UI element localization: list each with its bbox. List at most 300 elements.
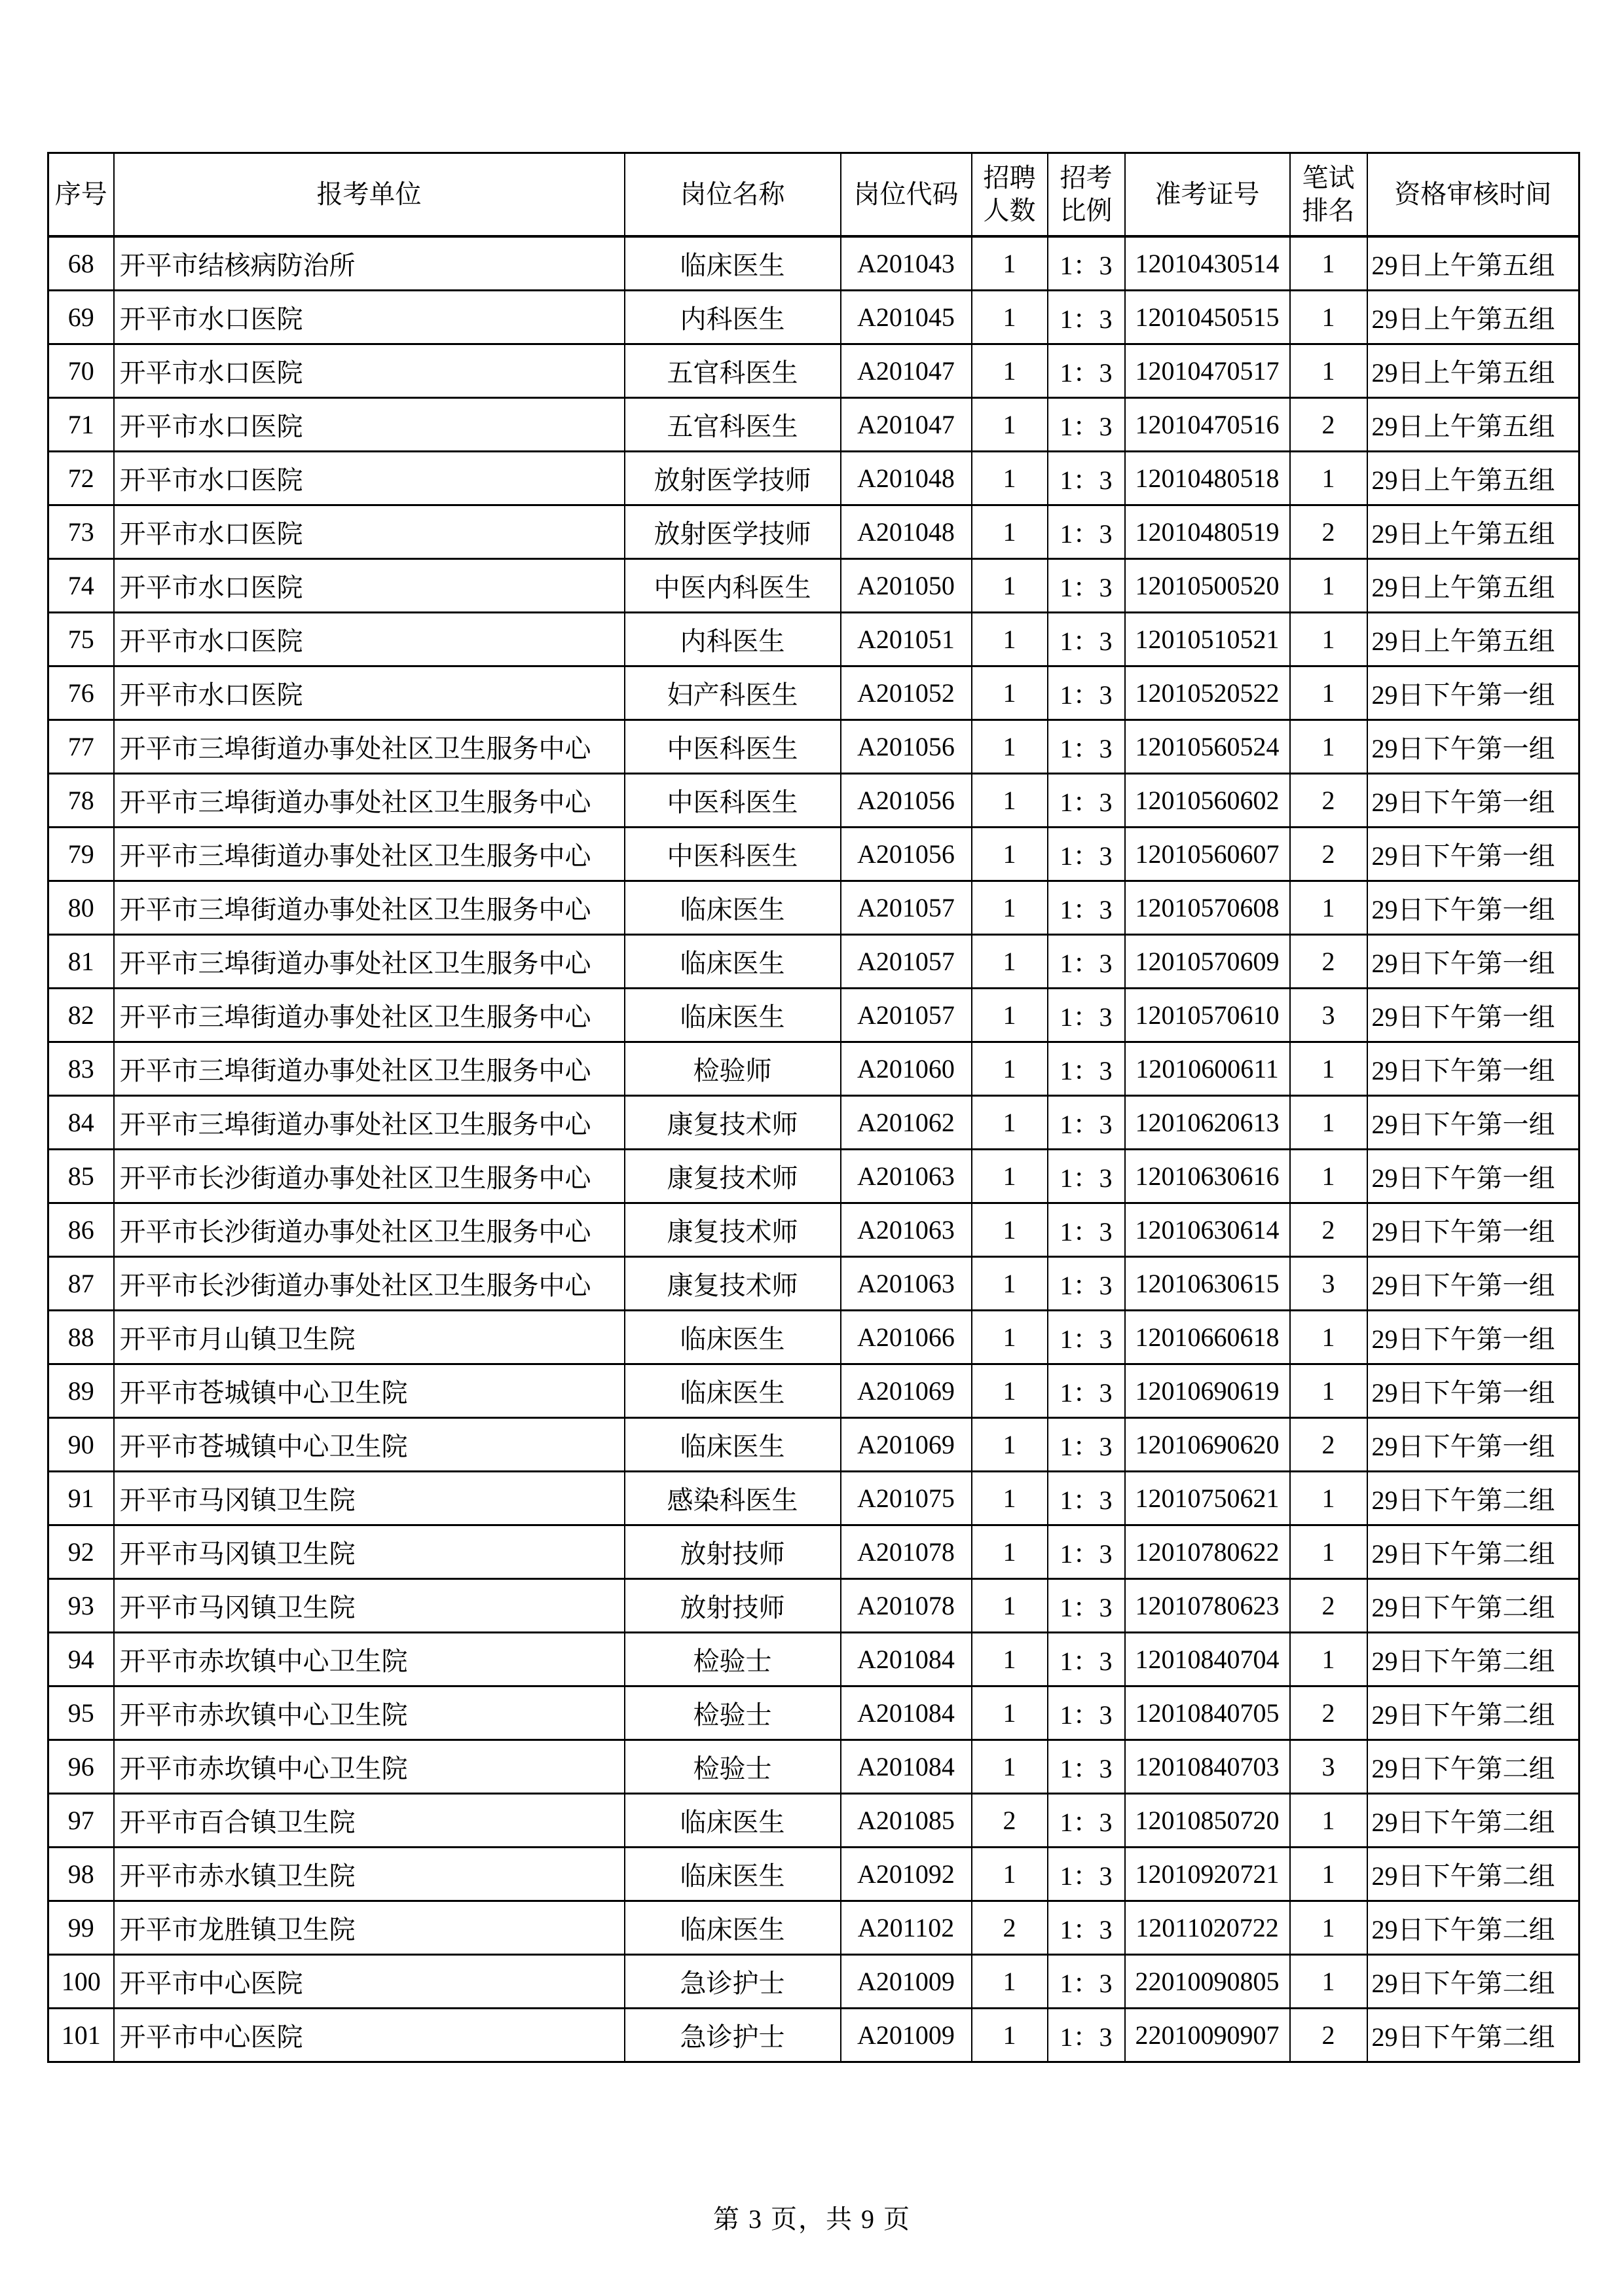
cell-no: 74 bbox=[48, 559, 114, 613]
cell-position: 康复技术师 bbox=[625, 1096, 841, 1150]
table-row bbox=[48, 291, 1579, 344]
column-header-unit: 报考单位 bbox=[114, 153, 625, 237]
cell-position: 放射医学技师 bbox=[625, 505, 841, 559]
cell-ticket: 12010480519 bbox=[1125, 505, 1290, 559]
table-row bbox=[48, 1686, 1579, 1740]
cell-code: A201056 bbox=[841, 720, 972, 774]
cell-ticket: 12010520522 bbox=[1125, 666, 1290, 720]
cell-position: 急诊护士 bbox=[625, 1955, 841, 2009]
cell-rank: 1 bbox=[1290, 1525, 1367, 1579]
cell-rank: 2 bbox=[1290, 935, 1367, 989]
table-row bbox=[48, 720, 1579, 774]
cell-code: A201069 bbox=[841, 1364, 972, 1418]
cell-time: 29日下午第二组 bbox=[1367, 1686, 1579, 1740]
cell-code: A201092 bbox=[841, 1848, 972, 1901]
cell-ticket: 12010840704 bbox=[1125, 1633, 1290, 1686]
cell-code: A201048 bbox=[841, 505, 972, 559]
table-row bbox=[48, 1901, 1579, 1955]
cell-rank: 2 bbox=[1290, 828, 1367, 881]
cell-position: 康复技术师 bbox=[625, 1150, 841, 1203]
cell-unit: 开平市三埠街道办事处社区卫生服务中心 bbox=[114, 774, 625, 828]
cell-time: 29日下午第二组 bbox=[1367, 1955, 1579, 2009]
cell-rank: 1 bbox=[1290, 1633, 1367, 1686]
cell-no: 82 bbox=[48, 989, 114, 1042]
cell-rank: 1 bbox=[1290, 1955, 1367, 2009]
cell-count: 1 bbox=[972, 452, 1048, 505]
table-row bbox=[48, 344, 1579, 398]
cell-time: 29日上午第五组 bbox=[1367, 236, 1579, 291]
cell-unit: 开平市水口医院 bbox=[114, 398, 625, 452]
cell-ratio: 1：3 bbox=[1048, 398, 1125, 452]
cell-count: 1 bbox=[972, 236, 1048, 291]
cell-count: 1 bbox=[972, 559, 1048, 613]
cell-unit: 开平市三埠街道办事处社区卫生服务中心 bbox=[114, 1042, 625, 1096]
cell-position: 临床医生 bbox=[625, 1311, 841, 1364]
cell-time: 29日上午第五组 bbox=[1367, 505, 1579, 559]
cell-count: 1 bbox=[972, 398, 1048, 452]
cell-count: 1 bbox=[972, 1042, 1048, 1096]
cell-time: 29日下午第二组 bbox=[1367, 1794, 1579, 1848]
cell-unit: 开平市赤坎镇中心卫生院 bbox=[114, 1686, 625, 1740]
cell-no: 99 bbox=[48, 1901, 114, 1955]
cell-ticket: 12010780623 bbox=[1125, 1579, 1290, 1633]
table-row bbox=[48, 1579, 1579, 1633]
cell-time: 29日上午第五组 bbox=[1367, 559, 1579, 613]
cell-unit: 开平市龙胜镇卫生院 bbox=[114, 1901, 625, 1955]
table-row bbox=[48, 1955, 1579, 2009]
cell-ticket: 12010750621 bbox=[1125, 1472, 1290, 1525]
cell-position: 妇产科医生 bbox=[625, 666, 841, 720]
cell-no: 85 bbox=[48, 1150, 114, 1203]
cell-time: 29日下午第一组 bbox=[1367, 1096, 1579, 1150]
cell-time: 29日下午第一组 bbox=[1367, 720, 1579, 774]
cell-unit: 开平市水口医院 bbox=[114, 613, 625, 666]
cell-unit: 开平市长沙街道办事处社区卫生服务中心 bbox=[114, 1203, 625, 1257]
cell-no: 83 bbox=[48, 1042, 114, 1096]
table-row bbox=[48, 1794, 1579, 1848]
table-row bbox=[48, 828, 1579, 881]
cell-ticket: 12010620613 bbox=[1125, 1096, 1290, 1150]
cell-count: 1 bbox=[972, 1579, 1048, 1633]
cell-position: 感染科医生 bbox=[625, 1472, 841, 1525]
cell-ticket: 12010450515 bbox=[1125, 291, 1290, 344]
cell-count: 2 bbox=[972, 1794, 1048, 1848]
cell-ratio: 1：3 bbox=[1048, 1418, 1125, 1472]
cell-count: 1 bbox=[972, 989, 1048, 1042]
cell-position: 放射技师 bbox=[625, 1525, 841, 1579]
cell-unit: 开平市结核病防治所 bbox=[114, 236, 625, 291]
table-row bbox=[48, 613, 1579, 666]
table-row bbox=[48, 1150, 1579, 1203]
cell-no: 84 bbox=[48, 1096, 114, 1150]
cell-rank: 1 bbox=[1290, 613, 1367, 666]
cell-no: 100 bbox=[48, 1955, 114, 2009]
cell-code: A201084 bbox=[841, 1740, 972, 1794]
table-row bbox=[48, 398, 1579, 452]
cell-ticket: 12010430514 bbox=[1125, 236, 1290, 291]
cell-ticket: 22010090805 bbox=[1125, 1955, 1290, 2009]
cell-count: 1 bbox=[972, 1740, 1048, 1794]
cell-unit: 开平市马冈镇卫生院 bbox=[114, 1579, 625, 1633]
cell-time: 29日上午第五组 bbox=[1367, 344, 1579, 398]
cell-no: 92 bbox=[48, 1525, 114, 1579]
cell-unit: 开平市百合镇卫生院 bbox=[114, 1794, 625, 1848]
cell-no: 86 bbox=[48, 1203, 114, 1257]
cell-position: 五官科医生 bbox=[625, 344, 841, 398]
cell-no: 69 bbox=[48, 291, 114, 344]
cell-ticket: 12010630616 bbox=[1125, 1150, 1290, 1203]
cell-position: 临床医生 bbox=[625, 935, 841, 989]
cell-count: 1 bbox=[972, 881, 1048, 935]
cell-unit: 开平市水口医院 bbox=[114, 452, 625, 505]
cell-no: 73 bbox=[48, 505, 114, 559]
column-header-position: 岗位名称 bbox=[625, 153, 841, 237]
cell-time: 29日下午第一组 bbox=[1367, 1418, 1579, 1472]
cell-position: 临床医生 bbox=[625, 1418, 841, 1472]
cell-code: A201063 bbox=[841, 1150, 972, 1203]
table-row bbox=[48, 2009, 1579, 2062]
cell-count: 1 bbox=[972, 1633, 1048, 1686]
cell-code: A201063 bbox=[841, 1203, 972, 1257]
cell-count: 1 bbox=[972, 613, 1048, 666]
cell-time: 29日下午第一组 bbox=[1367, 666, 1579, 720]
cell-ratio: 1：3 bbox=[1048, 236, 1125, 291]
cell-code: A201050 bbox=[841, 559, 972, 613]
cell-time: 29日下午第二组 bbox=[1367, 1472, 1579, 1525]
table-row bbox=[48, 1257, 1579, 1311]
cell-position: 放射医学技师 bbox=[625, 452, 841, 505]
cell-rank: 3 bbox=[1290, 989, 1367, 1042]
cell-count: 1 bbox=[972, 1096, 1048, 1150]
cell-no: 81 bbox=[48, 935, 114, 989]
cell-ratio: 1：3 bbox=[1048, 935, 1125, 989]
cell-unit: 开平市长沙街道办事处社区卫生服务中心 bbox=[114, 1150, 625, 1203]
cell-rank: 1 bbox=[1290, 291, 1367, 344]
cell-position: 临床医生 bbox=[625, 236, 841, 291]
cell-ratio: 1：3 bbox=[1048, 881, 1125, 935]
cell-ticket: 12010500520 bbox=[1125, 559, 1290, 613]
cell-count: 1 bbox=[972, 666, 1048, 720]
column-header-count: 招聘 人数 bbox=[972, 153, 1048, 237]
cell-code: A201066 bbox=[841, 1311, 972, 1364]
table-row bbox=[48, 1633, 1579, 1686]
cell-ticket: 12010470517 bbox=[1125, 344, 1290, 398]
cell-no: 93 bbox=[48, 1579, 114, 1633]
cell-unit: 开平市水口医院 bbox=[114, 291, 625, 344]
cell-ratio: 1：3 bbox=[1048, 666, 1125, 720]
cell-ratio: 1：3 bbox=[1048, 1150, 1125, 1203]
cell-ratio: 1：3 bbox=[1048, 989, 1125, 1042]
cell-count: 1 bbox=[972, 1955, 1048, 2009]
cell-ticket: 12010570609 bbox=[1125, 935, 1290, 989]
cell-position: 检验士 bbox=[625, 1686, 841, 1740]
cell-unit: 开平市月山镇卫生院 bbox=[114, 1311, 625, 1364]
cell-code: A201052 bbox=[841, 666, 972, 720]
cell-no: 89 bbox=[48, 1364, 114, 1418]
cell-rank: 1 bbox=[1290, 1901, 1367, 1955]
cell-unit: 开平市三埠街道办事处社区卫生服务中心 bbox=[114, 881, 625, 935]
cell-count: 1 bbox=[972, 291, 1048, 344]
cell-unit: 开平市水口医院 bbox=[114, 505, 625, 559]
cell-ticket: 12010920721 bbox=[1125, 1848, 1290, 1901]
cell-time: 29日下午第一组 bbox=[1367, 1150, 1579, 1203]
cell-no: 72 bbox=[48, 452, 114, 505]
cell-no: 88 bbox=[48, 1311, 114, 1364]
cell-rank: 2 bbox=[1290, 1579, 1367, 1633]
cell-code: A201009 bbox=[841, 2009, 972, 2062]
column-header-code: 岗位代码 bbox=[841, 153, 972, 237]
cell-position: 临床医生 bbox=[625, 989, 841, 1042]
cell-ticket: 12010470516 bbox=[1125, 398, 1290, 452]
cell-rank: 1 bbox=[1290, 1472, 1367, 1525]
cell-ratio: 1：3 bbox=[1048, 452, 1125, 505]
cell-rank: 1 bbox=[1290, 881, 1367, 935]
cell-position: 康复技术师 bbox=[625, 1203, 841, 1257]
cell-ratio: 1：3 bbox=[1048, 2009, 1125, 2062]
cell-ticket: 12010480518 bbox=[1125, 452, 1290, 505]
cell-ratio: 1：3 bbox=[1048, 1633, 1125, 1686]
cell-time: 29日下午第一组 bbox=[1367, 989, 1579, 1042]
cell-ratio: 1：3 bbox=[1048, 720, 1125, 774]
table-row bbox=[48, 1311, 1579, 1364]
cell-code: A201057 bbox=[841, 881, 972, 935]
cell-ratio: 1：3 bbox=[1048, 559, 1125, 613]
cell-code: A201078 bbox=[841, 1525, 972, 1579]
cell-ratio: 1：3 bbox=[1048, 1579, 1125, 1633]
cell-rank: 3 bbox=[1290, 1740, 1367, 1794]
cell-ticket: 12010570608 bbox=[1125, 881, 1290, 935]
cell-ratio: 1：3 bbox=[1048, 505, 1125, 559]
cell-time: 29日下午第一组 bbox=[1367, 935, 1579, 989]
cell-unit: 开平市三埠街道办事处社区卫生服务中心 bbox=[114, 828, 625, 881]
cell-ratio: 1：3 bbox=[1048, 1955, 1125, 2009]
cell-unit: 开平市马冈镇卫生院 bbox=[114, 1525, 625, 1579]
cell-code: A201056 bbox=[841, 828, 972, 881]
cell-time: 29日下午第一组 bbox=[1367, 774, 1579, 828]
cell-rank: 1 bbox=[1290, 1042, 1367, 1096]
cell-ticket: 12010840703 bbox=[1125, 1740, 1290, 1794]
cell-code: A201078 bbox=[841, 1579, 972, 1633]
cell-ratio: 1：3 bbox=[1048, 1794, 1125, 1848]
cell-no: 70 bbox=[48, 344, 114, 398]
cell-ticket: 12010560602 bbox=[1125, 774, 1290, 828]
page-footer: 第 3 页，共 9 页 bbox=[713, 2204, 911, 2234]
cell-ticket: 12010690619 bbox=[1125, 1364, 1290, 1418]
cell-rank: 1 bbox=[1290, 236, 1367, 291]
cell-unit: 开平市赤坎镇中心卫生院 bbox=[114, 1633, 625, 1686]
table-row bbox=[48, 236, 1579, 291]
cell-code: A201056 bbox=[841, 774, 972, 828]
cell-count: 1 bbox=[972, 1257, 1048, 1311]
cell-no: 95 bbox=[48, 1686, 114, 1740]
cell-count: 1 bbox=[972, 505, 1048, 559]
table-row bbox=[48, 1472, 1579, 1525]
cell-count: 1 bbox=[972, 1418, 1048, 1472]
cell-code: A201045 bbox=[841, 291, 972, 344]
cell-code: A201047 bbox=[841, 344, 972, 398]
cell-rank: 1 bbox=[1290, 1794, 1367, 1848]
cell-ratio: 1：3 bbox=[1048, 1686, 1125, 1740]
cell-rank: 1 bbox=[1290, 1150, 1367, 1203]
cell-position: 内科医生 bbox=[625, 291, 841, 344]
cell-code: A201084 bbox=[841, 1686, 972, 1740]
cell-rank: 1 bbox=[1290, 720, 1367, 774]
cell-code: A201048 bbox=[841, 452, 972, 505]
table-row bbox=[48, 505, 1579, 559]
table-row bbox=[48, 1848, 1579, 1901]
cell-code: A201063 bbox=[841, 1257, 972, 1311]
cell-code: A201069 bbox=[841, 1418, 972, 1472]
cell-count: 1 bbox=[972, 1848, 1048, 1901]
cell-rank: 1 bbox=[1290, 1311, 1367, 1364]
cell-unit: 开平市水口医院 bbox=[114, 666, 625, 720]
cell-time: 29日上午第五组 bbox=[1367, 398, 1579, 452]
cell-ratio: 1：3 bbox=[1048, 1203, 1125, 1257]
cell-code: A201009 bbox=[841, 1955, 972, 2009]
cell-no: 98 bbox=[48, 1848, 114, 1901]
cell-time: 29日上午第五组 bbox=[1367, 452, 1579, 505]
cell-no: 68 bbox=[48, 236, 114, 291]
cell-rank: 3 bbox=[1290, 1257, 1367, 1311]
table-header-row bbox=[48, 153, 1579, 237]
cell-code: A201075 bbox=[841, 1472, 972, 1525]
cell-ticket: 12010690620 bbox=[1125, 1418, 1290, 1472]
cell-ratio: 1：3 bbox=[1048, 1311, 1125, 1364]
cell-count: 1 bbox=[972, 828, 1048, 881]
cell-position: 临床医生 bbox=[625, 1848, 841, 1901]
cell-time: 29日下午第一组 bbox=[1367, 1364, 1579, 1418]
cell-position: 中医科医生 bbox=[625, 774, 841, 828]
cell-count: 1 bbox=[972, 1203, 1048, 1257]
table-row bbox=[48, 935, 1579, 989]
cell-ratio: 1：3 bbox=[1048, 1096, 1125, 1150]
cell-rank: 2 bbox=[1290, 1203, 1367, 1257]
cell-count: 1 bbox=[972, 720, 1048, 774]
table-row bbox=[48, 1418, 1579, 1472]
cell-rank: 2 bbox=[1290, 1686, 1367, 1740]
cell-unit: 开平市马冈镇卫生院 bbox=[114, 1472, 625, 1525]
cell-time: 29日下午第二组 bbox=[1367, 1848, 1579, 1901]
cell-unit: 开平市三埠街道办事处社区卫生服务中心 bbox=[114, 720, 625, 774]
column-header-ratio: 招考 比例 bbox=[1048, 153, 1125, 237]
cell-count: 2 bbox=[972, 1901, 1048, 1955]
cell-position: 临床医生 bbox=[625, 1901, 841, 1955]
cell-ticket: 12010560524 bbox=[1125, 720, 1290, 774]
table-row bbox=[48, 989, 1579, 1042]
cell-time: 29日下午第二组 bbox=[1367, 1525, 1579, 1579]
cell-no: 77 bbox=[48, 720, 114, 774]
cell-rank: 1 bbox=[1290, 344, 1367, 398]
table-row bbox=[48, 881, 1579, 935]
cell-ticket: 12010560607 bbox=[1125, 828, 1290, 881]
cell-rank: 1 bbox=[1290, 1848, 1367, 1901]
cell-code: A201057 bbox=[841, 989, 972, 1042]
column-header-no: 序号 bbox=[48, 153, 114, 237]
cell-ratio: 1：3 bbox=[1048, 1525, 1125, 1579]
cell-no: 91 bbox=[48, 1472, 114, 1525]
column-header-rank: 笔试 排名 bbox=[1290, 153, 1367, 237]
cell-ratio: 1：3 bbox=[1048, 1472, 1125, 1525]
cell-code: A201043 bbox=[841, 236, 972, 291]
cell-rank: 2 bbox=[1290, 774, 1367, 828]
cell-rank: 1 bbox=[1290, 1364, 1367, 1418]
cell-ticket: 12010570610 bbox=[1125, 989, 1290, 1042]
cell-ticket: 12010840705 bbox=[1125, 1686, 1290, 1740]
cell-code: A201057 bbox=[841, 935, 972, 989]
cell-no: 101 bbox=[48, 2009, 114, 2062]
cell-count: 1 bbox=[972, 1525, 1048, 1579]
cell-position: 放射技师 bbox=[625, 1579, 841, 1633]
cell-count: 1 bbox=[972, 344, 1048, 398]
cell-ticket: 12010630614 bbox=[1125, 1203, 1290, 1257]
table-row bbox=[48, 452, 1579, 505]
table-row bbox=[48, 1203, 1579, 1257]
cell-no: 94 bbox=[48, 1633, 114, 1686]
cell-position: 临床医生 bbox=[625, 1794, 841, 1848]
cell-unit: 开平市苍城镇中心卫生院 bbox=[114, 1418, 625, 1472]
cell-code: A201060 bbox=[841, 1042, 972, 1096]
cell-no: 90 bbox=[48, 1418, 114, 1472]
cell-rank: 1 bbox=[1290, 1096, 1367, 1150]
cell-position: 中医内科医生 bbox=[625, 559, 841, 613]
table-row bbox=[48, 666, 1579, 720]
cell-position: 中医科医生 bbox=[625, 720, 841, 774]
cell-time: 29日上午第五组 bbox=[1367, 291, 1579, 344]
column-header-ticket: 准考证号 bbox=[1125, 153, 1290, 237]
cell-count: 1 bbox=[972, 935, 1048, 989]
cell-no: 97 bbox=[48, 1794, 114, 1848]
cell-ratio: 1：3 bbox=[1048, 1364, 1125, 1418]
cell-time: 29日下午第一组 bbox=[1367, 881, 1579, 935]
cell-rank: 2 bbox=[1290, 398, 1367, 452]
cell-position: 检验师 bbox=[625, 1042, 841, 1096]
cell-no: 96 bbox=[48, 1740, 114, 1794]
cell-ratio: 1：3 bbox=[1048, 1901, 1125, 1955]
table-row bbox=[48, 1364, 1579, 1418]
cell-ticket: 12010780622 bbox=[1125, 1525, 1290, 1579]
cell-ticket: 12010850720 bbox=[1125, 1794, 1290, 1848]
cell-code: A201051 bbox=[841, 613, 972, 666]
cell-rank: 1 bbox=[1290, 559, 1367, 613]
cell-ratio: 1：3 bbox=[1048, 1740, 1125, 1794]
cell-ratio: 1：3 bbox=[1048, 774, 1125, 828]
recruitment-roster-table bbox=[47, 152, 1580, 2063]
cell-position: 内科医生 bbox=[625, 613, 841, 666]
cell-count: 1 bbox=[972, 2009, 1048, 2062]
cell-ratio: 1：3 bbox=[1048, 1257, 1125, 1311]
cell-unit: 开平市中心医院 bbox=[114, 2009, 625, 2062]
cell-no: 87 bbox=[48, 1257, 114, 1311]
cell-rank: 1 bbox=[1290, 666, 1367, 720]
cell-unit: 开平市水口医院 bbox=[114, 559, 625, 613]
cell-time: 29日上午第五组 bbox=[1367, 613, 1579, 666]
cell-ticket: 12010660618 bbox=[1125, 1311, 1290, 1364]
cell-unit: 开平市三埠街道办事处社区卫生服务中心 bbox=[114, 935, 625, 989]
cell-rank: 2 bbox=[1290, 2009, 1367, 2062]
cell-count: 1 bbox=[972, 1686, 1048, 1740]
cell-ticket: 12010630615 bbox=[1125, 1257, 1290, 1311]
cell-count: 1 bbox=[972, 774, 1048, 828]
cell-time: 29日下午第一组 bbox=[1367, 828, 1579, 881]
cell-position: 中医科医生 bbox=[625, 828, 841, 881]
table-row bbox=[48, 774, 1579, 828]
cell-time: 29日下午第一组 bbox=[1367, 1311, 1579, 1364]
cell-time: 29日下午第二组 bbox=[1367, 1740, 1579, 1794]
cell-position: 临床医生 bbox=[625, 1364, 841, 1418]
cell-ticket: 22010090907 bbox=[1125, 2009, 1290, 2062]
cell-ratio: 1：3 bbox=[1048, 344, 1125, 398]
cell-position: 检验士 bbox=[625, 1740, 841, 1794]
